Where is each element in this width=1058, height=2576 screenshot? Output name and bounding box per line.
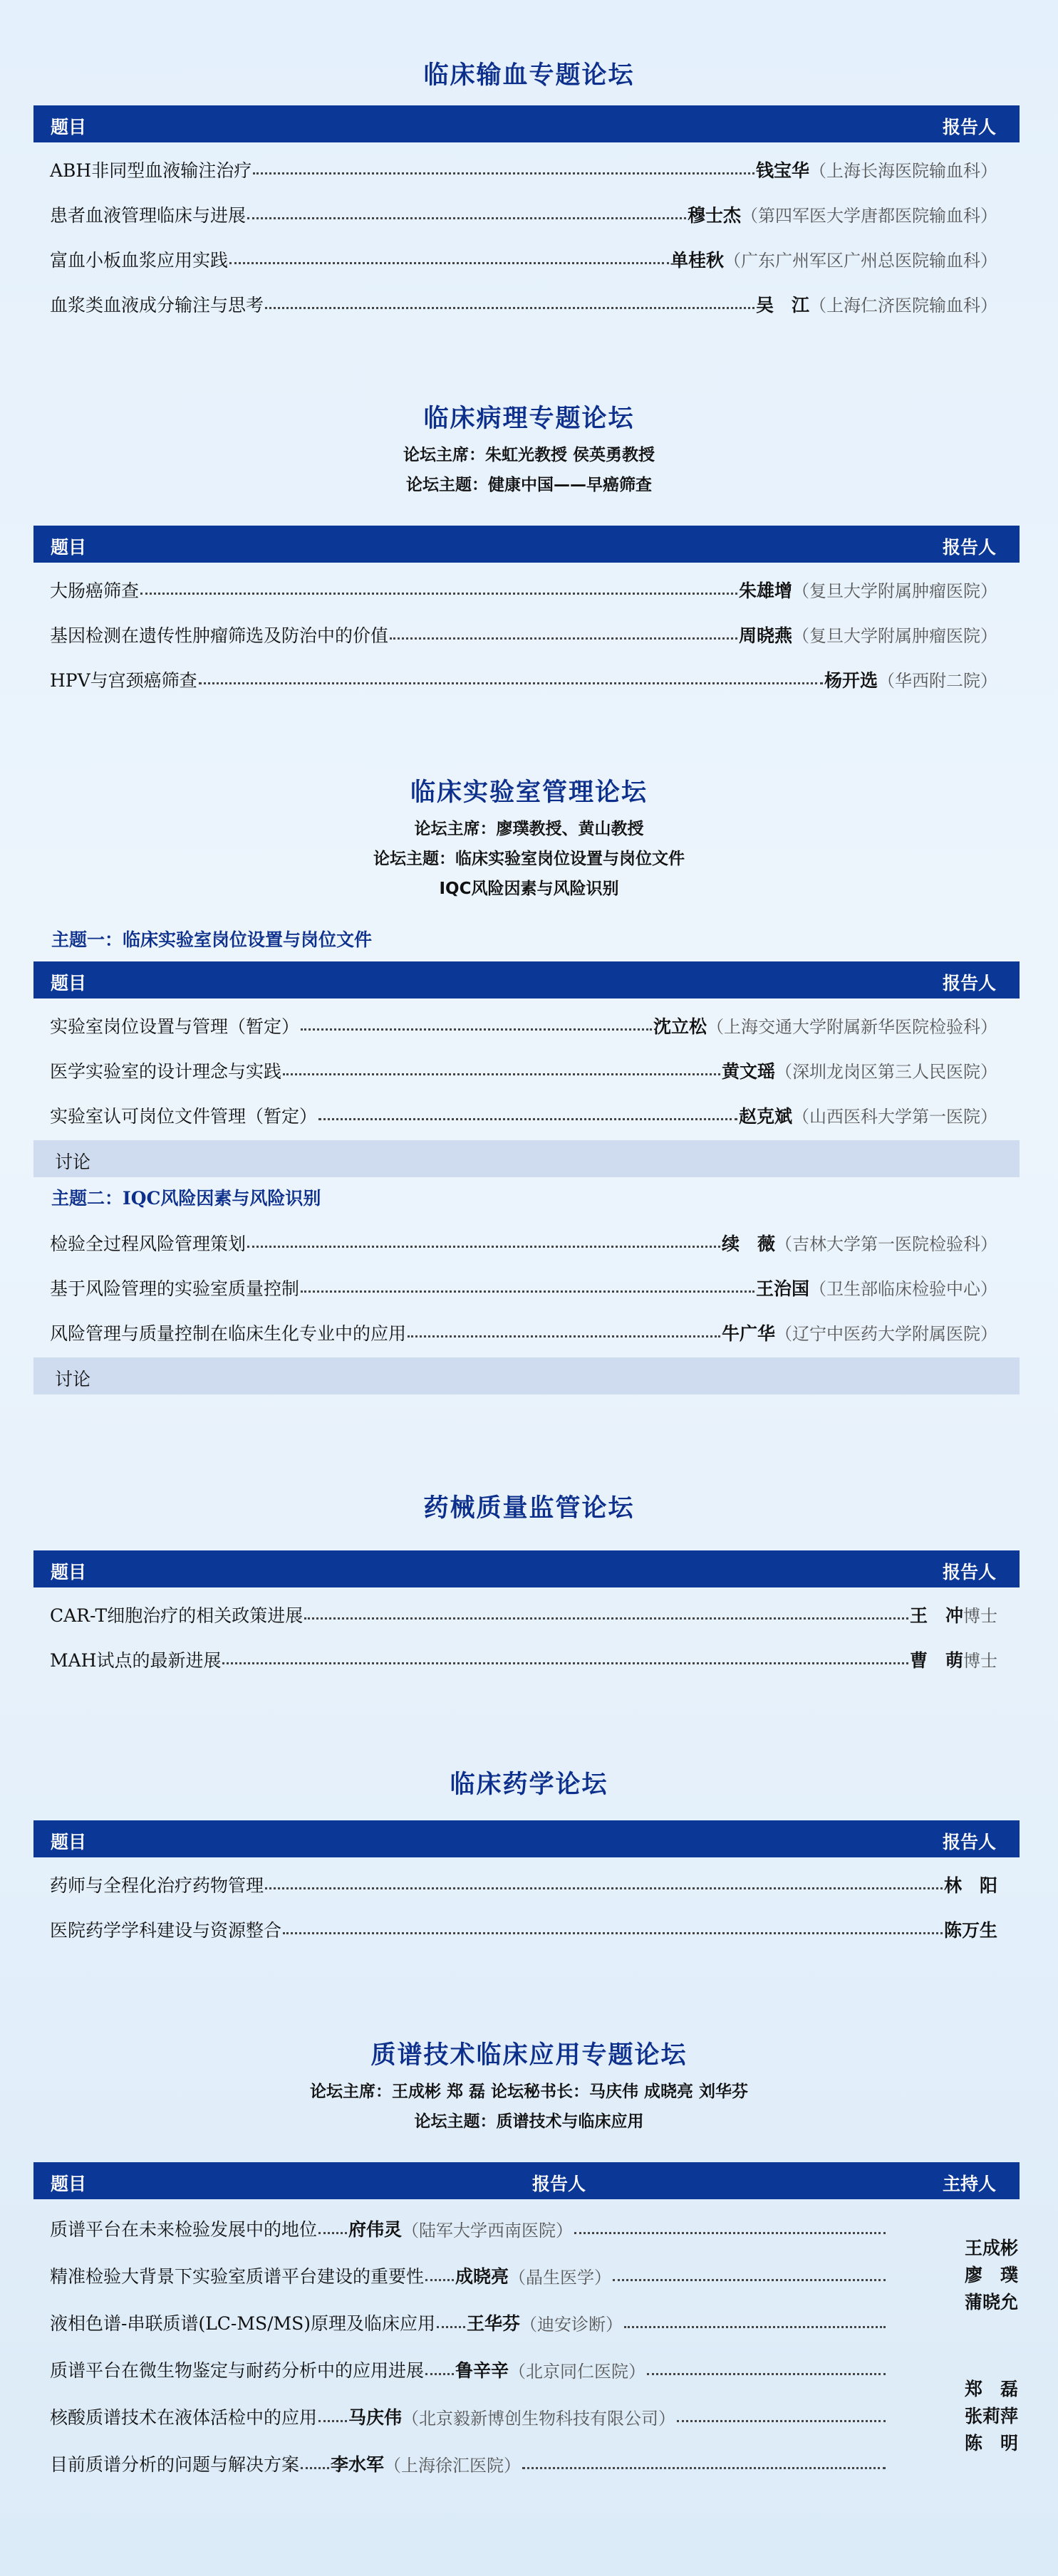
row-speaker: 单桂秋: [670, 249, 724, 271]
theme-one: 主题一：临床实验室岗位设置与岗位文件: [51, 929, 373, 950]
row-speaker: 王治国: [755, 1278, 809, 1299]
table-header: [33, 2162, 1020, 2199]
row-org: （北京同仁医院）: [509, 2361, 646, 2382]
host-name: 张莉萍: [964, 2406, 1018, 2426]
row-org: （吉林大学第一医院检验科）: [775, 1234, 997, 1254]
row-org: （上海交通大学附属新华医院检验科）: [707, 1017, 997, 1037]
table-header: [33, 1820, 1020, 1857]
section-title: 临床病理专题论坛: [423, 404, 635, 433]
row-org: （复旦大学附属肿瘤医院）: [792, 626, 997, 646]
row-topic: HPV与宫颈癌筛查: [50, 669, 197, 691]
host-group-2: [965, 2376, 1018, 2457]
header-topic: 题目: [51, 2174, 87, 2194]
header-speaker: 报告人: [942, 117, 996, 137]
row-speaker: 成晓亮: [455, 2266, 509, 2287]
clinical-pharmacy-table: [0, 1820, 1058, 1951]
row-org: （晶生医学）: [509, 2267, 612, 2288]
row-topic: ABH非同型血液输注治疗: [50, 160, 252, 181]
header-topic: 题目: [51, 1562, 87, 1582]
row-org: （复旦大学附属肿瘤医院）: [792, 581, 997, 601]
row-speaker: 吴 江: [755, 294, 809, 316]
row-speaker: 府伟灵: [348, 2219, 403, 2240]
row-topic: 核酸质谱技术在液体活检中的应用: [50, 2407, 318, 2428]
row-speaker: 续 薇: [721, 1233, 775, 1254]
row-speaker: 牛广华: [721, 1323, 775, 1344]
row-speaker: 黄文瑶: [721, 1060, 775, 1082]
row-topic: 基于风险管理的实验室质量控制: [50, 1278, 300, 1299]
row-topic: 精准检验大背景下实验室质谱平台建设的重要性: [50, 2266, 425, 2287]
row-topic: 基因检测在遗传性肿瘤筛选及防治中的价值: [50, 625, 389, 646]
header-speaker: 报告人: [942, 1832, 996, 1852]
section-title: 临床实验室管理论坛: [410, 778, 648, 807]
table-row: [50, 1907, 997, 1951]
row-speaker: 王 冲: [909, 1605, 963, 1626]
row-speaker: 周晓燕: [738, 625, 792, 646]
row-topic: 目前质谱分析的问题与解决方案: [50, 2454, 300, 2475]
host-name: 廖 璞: [964, 2265, 1018, 2285]
row-speaker: 穆士杰: [687, 204, 741, 226]
row-org: （北京毅新博创生物科技有限公司）: [402, 2408, 676, 2429]
host-name: 陈 明: [964, 2433, 1018, 2454]
table-row: [50, 2346, 887, 2393]
row-org: （第四军医大学唐都医院输血科）: [741, 206, 997, 226]
table-row: [50, 2440, 887, 2487]
table-row: [50, 1003, 997, 1048]
table-header: [33, 961, 1020, 998]
row-speaker: 曹 萌: [909, 1649, 963, 1671]
forum-theme: 论坛主题：健康中国——早癌筛查: [406, 476, 652, 494]
row-org: （上海徐汇医院）: [384, 2455, 522, 2476]
row-topic: 质谱平台在微生物鉴定与耐药分析中的应用进展: [50, 2360, 425, 2381]
row-topic: 检验全过程风险管理策划: [50, 1233, 247, 1254]
lab-management-table: [0, 919, 1058, 1394]
table-row: [50, 1862, 997, 1907]
row-speaker: 朱雄增: [738, 580, 792, 601]
header-topic: 题目: [51, 1832, 87, 1852]
row-topic: MAH试点的最新进展: [50, 1649, 222, 1671]
table-row: [50, 281, 997, 326]
section-transfusion: [0, 56, 1058, 91]
table-header: [33, 526, 1020, 563]
row-org: （广东广州军区广州总医院输血科）: [724, 251, 997, 271]
row-speaker: 王华芬: [467, 2313, 521, 2334]
forum-theme-2: IQC风险因素与风险识别: [439, 880, 619, 898]
row-topic: 血浆类血液成分输注与思考: [50, 294, 264, 316]
table-row: [50, 147, 997, 192]
row-topic: 患者血液管理临床与进展: [50, 204, 247, 226]
row-topic: 实验室认可岗位文件管理（暂定）: [50, 1105, 318, 1127]
table-header: [33, 105, 1020, 142]
row-speaker: 林 阳: [943, 1874, 997, 1896]
header-speaker: 报告人: [942, 537, 996, 558]
table-row: [50, 192, 997, 236]
row-org: （华西附二院）: [878, 671, 997, 691]
row-org: （辽宁中医药大学附属医院）: [775, 1324, 997, 1344]
forum-chairs: 论坛主席：朱虹光教授 侯英勇教授: [403, 446, 655, 464]
table-row: [50, 612, 997, 657]
header-topic: 题目: [51, 973, 87, 994]
section-lab-management: [0, 773, 1058, 904]
row-topic: 风险管理与质量控制在临床生化专业中的应用: [50, 1323, 407, 1344]
header-host: 主持人: [942, 2174, 996, 2194]
forum-chairs: 论坛主席：王成彬 郑 磊 论坛秘书长：马庆伟 成晓亮 刘华芬: [309, 2082, 749, 2101]
row-topic: 医院药学学科建设与资源整合: [50, 1919, 282, 1941]
table-row: [50, 2205, 887, 2252]
row-org: （上海仁济医院输血科）: [809, 296, 997, 316]
table-row: [50, 1637, 997, 1681]
host-group-1: [965, 2235, 1018, 2316]
header-speaker: 报告人: [532, 2174, 586, 2194]
table-row: [50, 1093, 997, 1137]
section-pathology: [0, 399, 1058, 500]
table-row: [50, 236, 997, 281]
row-topic: CAR-T细胞治疗的相关政策进展: [50, 1605, 304, 1626]
table-row: [50, 567, 997, 612]
theme-two: 主题二：IQC风险因素与风险识别: [51, 1188, 321, 1209]
header-topic: 题目: [51, 117, 87, 137]
transfusion-table: [0, 105, 1058, 326]
table-row: [50, 1220, 997, 1265]
host-name: 王成彬: [964, 2238, 1018, 2258]
row-speaker: 马庆伟: [348, 2407, 403, 2428]
row-topic: 液相色谱-串联质谱(LC-MS/MS)原理及临床应用: [50, 2313, 436, 2334]
header-speaker: 报告人: [942, 973, 996, 994]
row-org: （卫生部临床检验中心）: [809, 1279, 997, 1299]
section-clinical-pharmacy: [0, 1765, 1058, 1800]
row-org: （迪安诊断）: [520, 2314, 623, 2335]
table-row: [50, 657, 997, 702]
row-topic: 医学实验室的设计理念与实践: [50, 1060, 282, 1082]
row-topic: 富血小板血浆应用实践: [50, 249, 229, 271]
row-topic: 大肠癌筛查: [50, 580, 140, 601]
host-name: 蒲晓允: [964, 2292, 1018, 2312]
pathology-table: [0, 526, 1058, 702]
section-mass-spec: [0, 2035, 1058, 2137]
row-topic: 质谱平台在未来检验发展中的地位: [50, 2219, 318, 2240]
row-org: 博士: [963, 1651, 997, 1671]
discussion-bar: 讨论: [33, 1140, 1020, 1177]
section-title: 临床输血专题论坛: [423, 61, 635, 90]
table-row: [50, 2393, 887, 2440]
host-name: 郑 磊: [964, 2379, 1018, 2399]
section-title: 质谱技术临床应用专题论坛: [370, 2040, 688, 2070]
row-speaker: 沈立松: [653, 1016, 707, 1037]
table-header: [33, 1550, 1020, 1587]
forum-theme: 论坛主题：临床实验室岗位设置与岗位文件: [373, 850, 685, 868]
row-speaker: 陈万生: [943, 1919, 997, 1941]
table-row: [50, 1048, 997, 1093]
row-org: （深圳龙岗区第三人民医院）: [775, 1062, 997, 1082]
row-speaker: 赵克斌: [738, 1105, 792, 1127]
row-org: （山西医科大学第一医院）: [792, 1107, 997, 1127]
table-row: [50, 1310, 997, 1355]
row-speaker: 鲁辛辛: [455, 2360, 509, 2381]
row-speaker: 钱宝华: [755, 160, 809, 181]
table-row: [50, 1592, 997, 1637]
drug-device-table: [0, 1550, 1058, 1681]
forum-theme: 论坛主题：质谱技术与临床应用: [414, 2112, 644, 2131]
section-title: 临床药学论坛: [450, 1770, 608, 1799]
forum-chairs: 论坛主席：廖璞教授、黄山教授: [414, 820, 644, 838]
mass-spec-table: [0, 2162, 1058, 2487]
row-org: （上海长海医院输血科）: [809, 161, 997, 181]
row-topic: 药师与全程化治疗药物管理: [50, 1874, 264, 1896]
table-row: [50, 2299, 887, 2346]
header-topic: 题目: [51, 537, 87, 558]
row-topic: 实验室岗位设置与管理（暂定）: [50, 1016, 300, 1037]
table-row: [50, 1265, 997, 1310]
row-speaker: 李水军: [331, 2454, 385, 2475]
header-speaker: 报告人: [942, 1562, 996, 1582]
row-speaker: 杨开选: [824, 669, 878, 691]
section-drug-device: [0, 1488, 1058, 1524]
table-row: [50, 2252, 887, 2299]
row-org: 博士: [963, 1606, 997, 1626]
row-org: （陆军大学西南医院）: [402, 2220, 574, 2241]
section-title: 药械质量监管论坛: [423, 1493, 635, 1523]
discussion-bar: 讨论: [33, 1357, 1020, 1394]
